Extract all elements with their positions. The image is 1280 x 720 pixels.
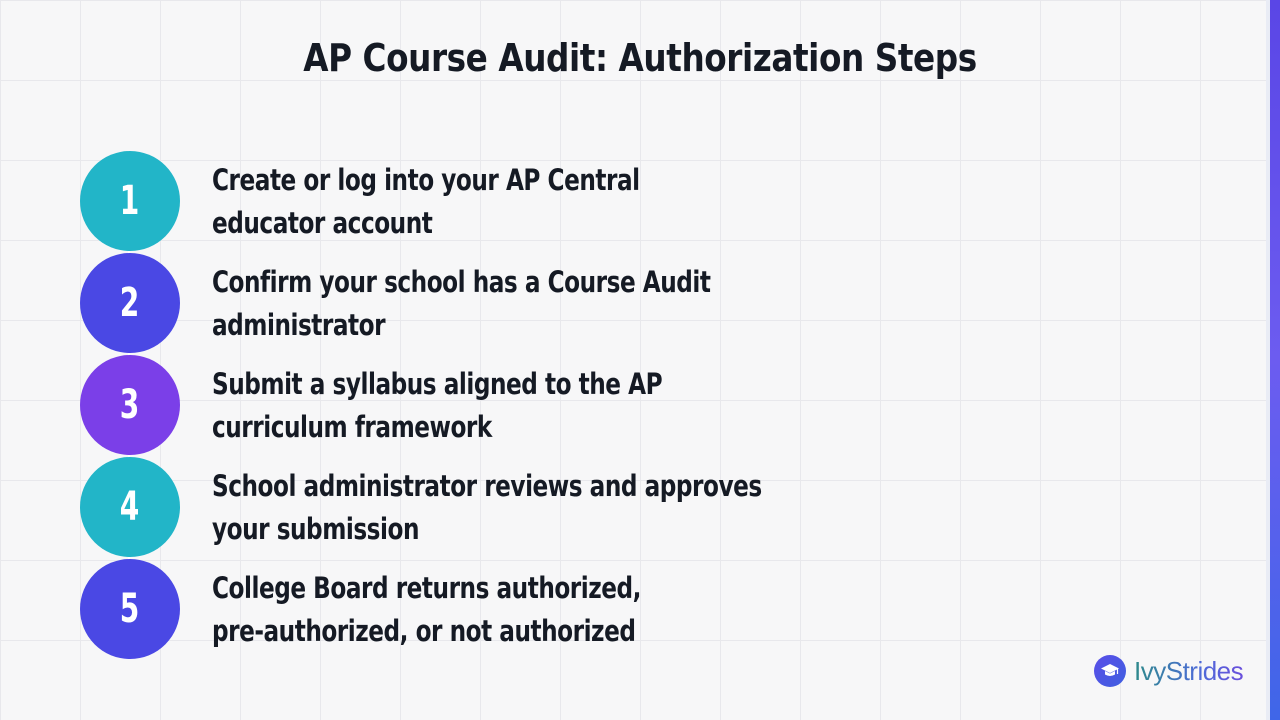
brand-logo bbox=[1094, 655, 1243, 687]
step-number-circle bbox=[80, 355, 180, 455]
step-number: 4 bbox=[120, 484, 140, 530]
step-4 bbox=[80, 457, 840, 557]
step-number-circle bbox=[80, 253, 180, 353]
step-text-line: School administrator reviews and approves bbox=[212, 469, 762, 503]
step-number-circle bbox=[80, 151, 180, 251]
step-number: 3 bbox=[120, 382, 140, 428]
brand-name: IvyStrides bbox=[1134, 655, 1244, 686]
step-number: 5 bbox=[120, 586, 140, 632]
step-text-line: administrator bbox=[212, 308, 386, 342]
step-text-line: pre-authorized, or not authorized bbox=[212, 614, 636, 648]
graduation-cap-icon bbox=[1094, 655, 1126, 687]
step-2 bbox=[80, 253, 840, 353]
step-text-line: educator account bbox=[212, 206, 433, 240]
step-text-line: Confirm your school has a Course Audit bbox=[212, 265, 711, 299]
step-number: 2 bbox=[120, 280, 140, 326]
step-text-line: curriculum framework bbox=[212, 410, 492, 444]
step-text-line: Submit a syllabus aligned to the AP bbox=[212, 367, 663, 401]
accent-bar bbox=[1266, 0, 1280, 720]
step-text-line: College Board returns authorized, bbox=[212, 571, 641, 605]
step-description bbox=[212, 159, 772, 245]
page-title: AP Course Audit: Authorization Steps bbox=[303, 36, 977, 80]
step-number-circle bbox=[80, 559, 180, 659]
step-description bbox=[212, 261, 772, 347]
step-text-line: Create or log into your AP Central bbox=[212, 163, 640, 197]
step-description bbox=[212, 465, 772, 551]
step-1 bbox=[80, 151, 840, 251]
step-description bbox=[212, 363, 772, 449]
step-5 bbox=[80, 559, 840, 659]
step-number-circle bbox=[80, 457, 180, 557]
step-description bbox=[212, 567, 772, 653]
step-3 bbox=[80, 355, 840, 455]
step-text-line: your submission bbox=[212, 512, 419, 546]
step-number: 1 bbox=[120, 178, 140, 224]
